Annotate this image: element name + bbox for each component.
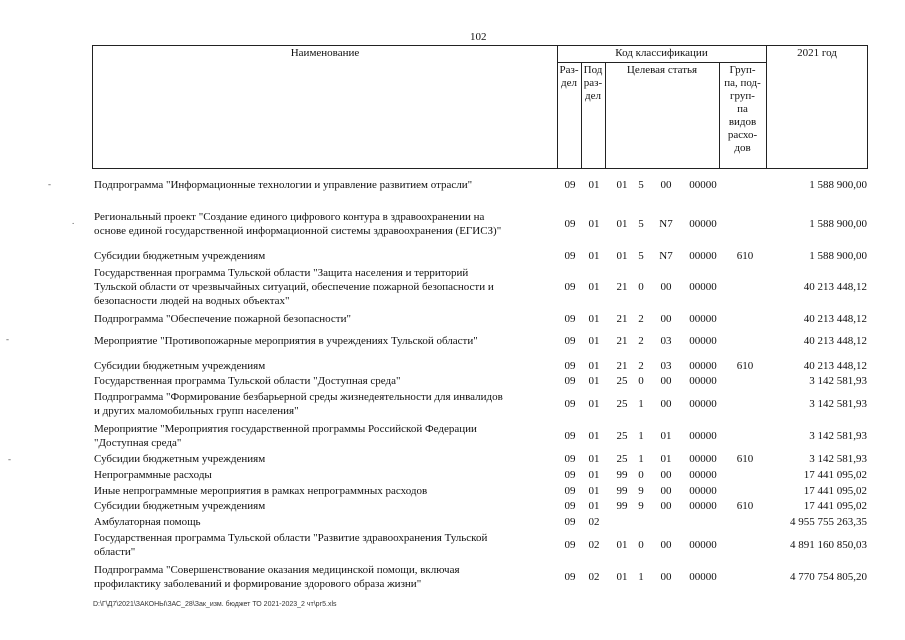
code-cell-pr: 01 (588, 281, 600, 293)
code-cell-c4: 00000 (689, 360, 717, 372)
amount-cell: 40 213 448,12 (803, 313, 867, 325)
row-name: Государственная программа Тульской области "Защита населения и территорий Тульской области от чрезвычайных ситуаций, обеспечение пожарной безопасности и безопасности людей на водных объектах" (94, 267, 494, 307)
amount-cell: 3 142 581,93 (809, 430, 867, 442)
code-cell-c1: 01 (616, 218, 628, 230)
amount-cell: 40 213 448,12 (803, 335, 867, 347)
code-cell-pr: 01 (588, 375, 600, 387)
code-cell-rz: 09 (564, 360, 576, 372)
code-cell-c3: 00 (660, 500, 672, 512)
code-cell-c3: 00 (660, 313, 672, 325)
row-name: Субсидии бюджетным учреждениям (94, 250, 266, 262)
code-cell-c2: 5 (638, 250, 644, 262)
code-cell-c2: 0 (638, 469, 644, 481)
header-code: Код классификации (615, 47, 708, 59)
code-cell-c4: 00000 (689, 281, 717, 293)
code-cell-c2: 5 (638, 218, 644, 230)
amount-cell: 4 891 160 850,03 (790, 539, 867, 551)
header-podrazdel: Под раз- дел (583, 64, 603, 102)
code-cell-pr: 01 (588, 500, 600, 512)
code-cell-c2: 0 (638, 375, 644, 387)
code-cell-c2: 1 (638, 398, 644, 410)
code-cell-rz: 09 (564, 485, 576, 497)
code-cell-c4: 00000 (689, 313, 717, 325)
code-cell-rz: 09 (564, 250, 576, 262)
code-cell-c1: 21 (616, 313, 628, 325)
code-cell-c4: 00000 (689, 539, 717, 551)
code-cell-rz: 09 (564, 571, 576, 583)
code-cell-pr: 01 (588, 313, 600, 325)
code-cell-c1: 99 (616, 485, 628, 497)
code-cell-pr: 01 (588, 398, 600, 410)
code-cell-pr: 01 (588, 469, 600, 481)
code-cell-pr: 02 (588, 571, 600, 583)
amount-cell: 17 441 095,02 (803, 469, 867, 481)
code-cell-c4: 00000 (689, 571, 717, 583)
code-cell-c3: 00 (660, 398, 672, 410)
amount-cell: 17 441 095,02 (803, 485, 867, 497)
code-cell-c3: N7 (659, 250, 673, 262)
amount-cell: 3 142 581,93 (809, 375, 867, 387)
code-cell-vr: 610 (736, 500, 754, 512)
code-cell-c3: 00 (660, 485, 672, 497)
code-cell-c4: 00000 (689, 500, 717, 512)
code-cell-c2: 9 (638, 500, 644, 512)
code-cell-c4: 00000 (689, 179, 717, 191)
row-name: Мероприятие "Мероприятия государственной программы Российской Федерации "Доступная среда" (94, 423, 477, 449)
page-number: 102 (470, 31, 487, 43)
amount-cell: 3 142 581,93 (809, 453, 867, 465)
row-name: Субсидии бюджетным учреждениям (94, 500, 266, 512)
code-cell-rz: 09 (564, 375, 576, 387)
code-cell-c4: 00000 (689, 469, 717, 481)
code-cell-c2: 1 (638, 571, 644, 583)
code-cell-c1: 01 (616, 539, 628, 551)
amount-cell: 40 213 448,12 (803, 281, 867, 293)
code-cell-rz: 09 (564, 516, 576, 528)
code-cell-c4: 00000 (689, 218, 717, 230)
code-cell-pr: 01 (588, 360, 600, 372)
code-cell-c3: 00 (660, 571, 672, 583)
code-cell-c2: 9 (638, 485, 644, 497)
code-cell-c4: 00000 (689, 485, 717, 497)
code-cell-pr: 01 (588, 453, 600, 465)
code-cell-c3: 00 (660, 179, 672, 191)
code-cell-c3: 00 (660, 539, 672, 551)
amount-cell: 17 441 095,02 (803, 500, 867, 512)
code-cell-c4: 00000 (689, 335, 717, 347)
code-cell-c1: 25 (616, 398, 628, 410)
code-cell-vr: 610 (736, 453, 754, 465)
code-cell-c1: 25 (616, 430, 628, 442)
code-cell-rz: 09 (564, 500, 576, 512)
code-cell-pr: 01 (588, 430, 600, 442)
row-name: Региональный проект "Создание единого цифрового контура в здравоохранении на основе единой государственной информационной системы здравоохранения (ЕГИСЗ)" (94, 211, 502, 237)
code-cell-rz: 09 (564, 313, 576, 325)
code-cell-c2: 5 (638, 179, 644, 191)
code-cell-rz: 09 (564, 335, 576, 347)
header-target: Целевая статья (626, 64, 698, 76)
row-name: Подпрограмма "Информационные технологии и управление развитием отрасли" (94, 179, 473, 191)
code-cell-c1: 01 (616, 250, 628, 262)
code-cell-c3: 00 (660, 281, 672, 293)
code-cell-rz: 09 (564, 398, 576, 410)
code-cell-c3: 00 (660, 375, 672, 387)
code-cell-rz: 09 (564, 218, 576, 230)
code-cell-c3: 00 (660, 469, 672, 481)
file-path-footer: D:\Г\Д7\2021\ЗАКОНЫ\ЗАС_28\Зак_изм. бюджет ТО 2021-2023_2 чт\рг5.xls (93, 601, 337, 608)
code-cell-c1: 25 (616, 453, 628, 465)
code-cell-c4: 00000 (689, 375, 717, 387)
row-name: Государственная программа Тульской области "Развитие здравоохранения Тульской области" (94, 532, 488, 558)
code-cell-vr: 610 (736, 360, 754, 372)
code-cell-c1: 21 (616, 281, 628, 293)
amount-cell: 4 955 755 263,35 (790, 516, 867, 528)
code-cell-pr: 01 (588, 250, 600, 262)
code-cell-c1: 99 (616, 500, 628, 512)
code-cell-rz: 09 (564, 539, 576, 551)
row-name: Подпрограмма "Формирование безбарьерной среды жизнедеятельности для инвалидов и других маломобильных групп населения" (94, 391, 503, 417)
code-cell-c4: 00000 (689, 398, 717, 410)
amount-cell: 1 588 900,00 (809, 218, 867, 230)
code-cell-rz: 09 (564, 430, 576, 442)
code-cell-c2: 2 (638, 335, 644, 347)
code-cell-rz: 09 (564, 179, 576, 191)
code-cell-rz: 09 (564, 469, 576, 481)
row-name: Мероприятие "Противопожарные мероприятия в учреждениях Тульской области" (94, 335, 478, 347)
code-cell-c1: 21 (616, 335, 628, 347)
amount-cell: 3 142 581,93 (809, 398, 867, 410)
code-cell-pr: 02 (588, 516, 600, 528)
code-cell-pr: 01 (588, 485, 600, 497)
header-year: 2021 год (797, 47, 837, 59)
code-cell-c2: 2 (638, 360, 644, 372)
row-name: Государственная программа Тульской области "Доступная среда" (94, 375, 401, 387)
code-cell-c1: 25 (616, 375, 628, 387)
row-name: Подпрограмма "Обеспечение пожарной безопасности" (94, 313, 351, 325)
code-cell-pr: 01 (588, 218, 600, 230)
code-cell-c4: 00000 (689, 250, 717, 262)
header-razdel: Раз- дел (559, 64, 579, 89)
code-cell-c3: 03 (660, 335, 672, 347)
code-cell-c1: 01 (616, 571, 628, 583)
code-cell-c3: 03 (660, 360, 672, 372)
row-name: Субсидии бюджетным учреждениям (94, 360, 266, 372)
code-cell-c1: 01 (616, 179, 628, 191)
amount-cell: 4 770 754 805,20 (790, 571, 867, 583)
row-name: Непрограммные расходы (94, 469, 212, 481)
code-cell-vr: 610 (736, 250, 754, 262)
code-cell-pr: 02 (588, 539, 600, 551)
code-cell-c3: N7 (659, 218, 673, 230)
code-cell-c2: 1 (638, 430, 644, 442)
code-cell-c1: 21 (616, 360, 628, 372)
header-group: Груп- па, под- груп- па видов расхо- дов (724, 64, 761, 154)
row-name: Амбулаторная помощь (94, 516, 201, 528)
code-cell-c1: 99 (616, 469, 628, 481)
code-cell-rz: 09 (564, 453, 576, 465)
code-cell-c3: 01 (660, 453, 672, 465)
row-name: Подпрограмма "Совершенствование оказания медицинской помощи, включая профилактику заболеваний и формирование здорового образа жизни" (94, 564, 460, 590)
code-cell-c2: 0 (638, 539, 644, 551)
code-cell-c3: 01 (660, 430, 672, 442)
code-cell-c2: 1 (638, 453, 644, 465)
amount-cell: 1 588 900,00 (809, 179, 867, 191)
header-name: Наименование (290, 47, 360, 59)
row-name: Иные непрограммные мероприятия в рамках непрограммных расходов (94, 485, 428, 497)
code-cell-c2: 0 (638, 281, 644, 293)
code-cell-c4: 00000 (689, 430, 717, 442)
amount-cell: 40 213 448,12 (803, 360, 867, 372)
code-cell-c2: 2 (638, 313, 644, 325)
code-cell-rz: 09 (564, 281, 576, 293)
amount-cell: 1 588 900,00 (809, 250, 867, 262)
row-name: Субсидии бюджетным учреждениям (94, 453, 266, 465)
code-cell-pr: 01 (588, 335, 600, 347)
code-cell-pr: 01 (588, 179, 600, 191)
code-cell-c4: 00000 (689, 453, 717, 465)
